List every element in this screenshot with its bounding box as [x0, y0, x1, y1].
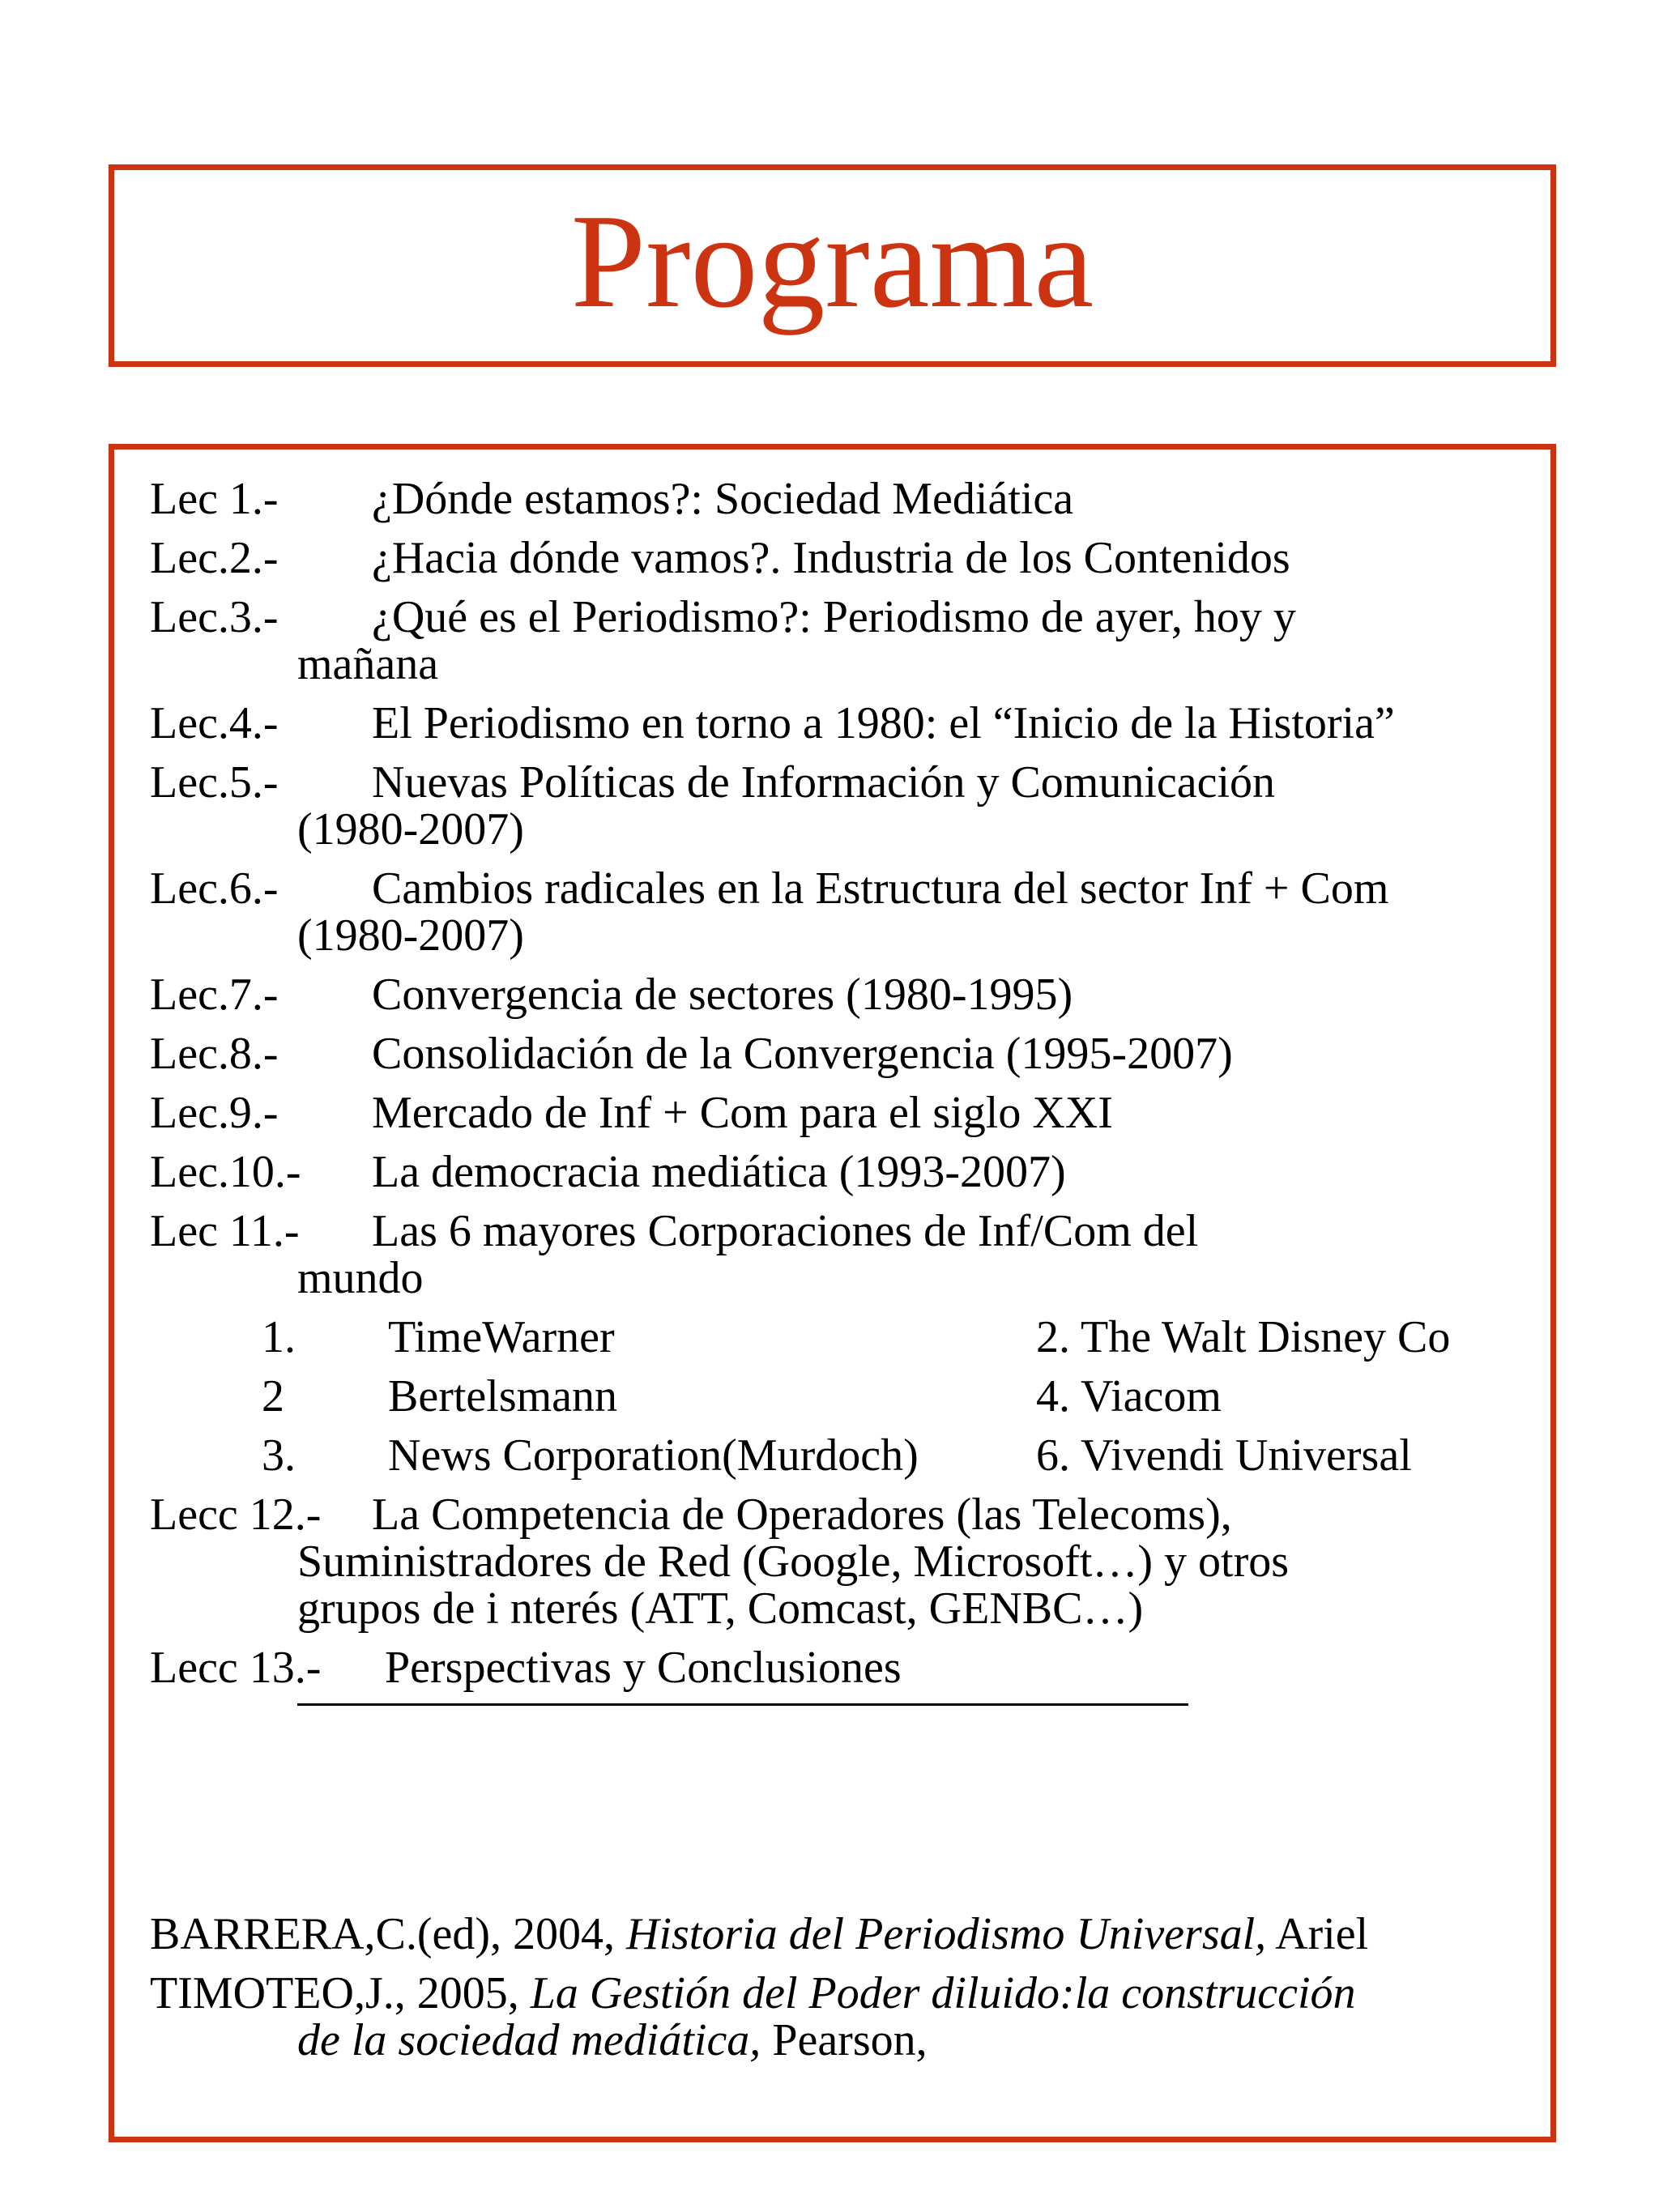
lesson-title-continued: (1980-2007) — [297, 804, 524, 855]
corporation-number: 1. — [262, 1312, 296, 1362]
reference-work-continued: de la sociedad mediática, — [297, 2015, 761, 2065]
corporation-name: TimeWarner — [388, 1312, 615, 1362]
corporation-number: 2 — [262, 1371, 284, 1421]
lesson-item — [150, 1491, 1543, 1632]
lesson-number: Lec.6.- — [150, 863, 279, 914]
lesson-item — [150, 759, 1543, 853]
corporation-row — [150, 1373, 1543, 1420]
reference-author: TIMOTEO,J., 2005, — [150, 1968, 531, 2018]
lessons-before — [150, 475, 1543, 1302]
content-box — [109, 444, 1556, 2142]
corporation-name-ranked: 2. The Walt Disney Co — [1036, 1312, 1451, 1362]
lesson-item — [150, 1030, 1543, 1077]
reference-work: La Gestión del Poder diluido:la construcción — [530, 1968, 1356, 2018]
lesson-title: ¿Dónde estamos?: Sociedad Mediática — [372, 474, 1074, 524]
lesson-number: Lec.3.- — [150, 592, 279, 642]
reference-2 — [150, 1970, 1368, 2064]
lesson-title: El Periodismo en torno a 1980: el “Inicio de la Historia” — [372, 698, 1395, 748]
lesson-item — [150, 594, 1543, 688]
lesson-item — [150, 1208, 1543, 1302]
divider-rule — [297, 1703, 1188, 1706]
references — [150, 1911, 1368, 2076]
reference-work: Historia del Periodismo Universal, — [626, 1909, 1267, 1959]
lesson-number: Lec.4.- — [150, 698, 279, 748]
page-title: Programa — [570, 186, 1094, 335]
lesson-title-continued: mundo — [297, 1253, 424, 1303]
corporation-name-ranked: 4. Viacom — [1036, 1371, 1222, 1421]
lesson-number: Lecc 12.- — [150, 1490, 322, 1540]
lesson-item — [150, 475, 1543, 522]
lesson-number: Lec.8.- — [150, 1029, 279, 1079]
lesson-item — [150, 971, 1543, 1018]
lesson-title-continued: (1980-2007) — [297, 910, 524, 961]
lesson-title-continued: Suministradores de Red (Google, Microsoft…) y otros — [297, 1536, 1290, 1587]
corporation-name: Bertelsmann — [388, 1371, 618, 1421]
lesson-item — [150, 865, 1543, 959]
lesson-title: ¿Qué es el Periodismo?: Periodismo de ayer, hoy y — [372, 592, 1296, 642]
lesson-title: Las 6 mayores Corporaciones de Inf/Com del — [372, 1206, 1199, 1256]
lesson-item — [150, 535, 1543, 582]
lesson-number: Lec.2.- — [150, 533, 279, 583]
lesson-title: La democracia mediática (1993-2007) — [372, 1147, 1066, 1197]
lesson-title: ¿Hacia dónde vamos?. Industria de los Contenidos — [372, 533, 1290, 583]
lesson-number: Lec.7.- — [150, 970, 279, 1020]
corporation-list — [150, 1314, 1543, 1479]
lesson-title-continued: grupos de i nterés (ATT, Comcast, GENBC…) — [297, 1583, 1144, 1634]
lesson-item — [150, 1644, 1543, 1691]
reference-publisher: Ariel — [1266, 1909, 1369, 1959]
lesson-title: La Competencia de Operadores (las Telecoms), — [372, 1490, 1232, 1540]
lesson-number: Lec 11.- — [150, 1206, 300, 1256]
title-box — [109, 164, 1556, 367]
lesson-item — [150, 700, 1543, 747]
corporation-name-ranked: 6. Vivendi Universal — [1036, 1430, 1412, 1481]
lesson-title: Mercado de Inf + Com para el siglo XXI — [372, 1088, 1113, 1138]
lesson-title-continued: mañana — [297, 639, 439, 689]
lesson-number: Lec.10.- — [150, 1147, 301, 1197]
lesson-title: Consolidación de la Convergencia (1995-2007) — [372, 1029, 1233, 1079]
corporation-row — [150, 1432, 1543, 1479]
reference-1 — [150, 1911, 1368, 1958]
corporation-number: 3. — [262, 1430, 296, 1481]
lesson-item — [150, 1089, 1543, 1136]
reference-author: BARRERA,C.(ed), 2004, — [150, 1909, 626, 1959]
corporation-row — [150, 1314, 1543, 1361]
lesson-number: Lec.9.- — [150, 1088, 279, 1138]
lesson-item — [150, 1149, 1543, 1196]
lesson-title: Cambios radicales en la Estructura del sector Inf + Com — [372, 863, 1389, 914]
lesson-title: Perspectivas y Conclusiones — [385, 1643, 902, 1693]
lesson-title: Nuevas Políticas de Información y Comunicación — [372, 757, 1276, 808]
lesson-number: Lecc 13.- — [150, 1643, 322, 1693]
lesson-title: Convergencia de sectores (1980-1995) — [372, 970, 1073, 1020]
lesson-list — [150, 475, 1543, 1706]
lesson-number: Lec.5.- — [150, 757, 279, 808]
lesson-number: Lec 1.- — [150, 474, 279, 524]
reference-publisher: Pearson, — [761, 2015, 928, 2065]
lessons-after — [150, 1491, 1543, 1691]
corporation-name: News Corporation(Murdoch) — [388, 1430, 919, 1481]
